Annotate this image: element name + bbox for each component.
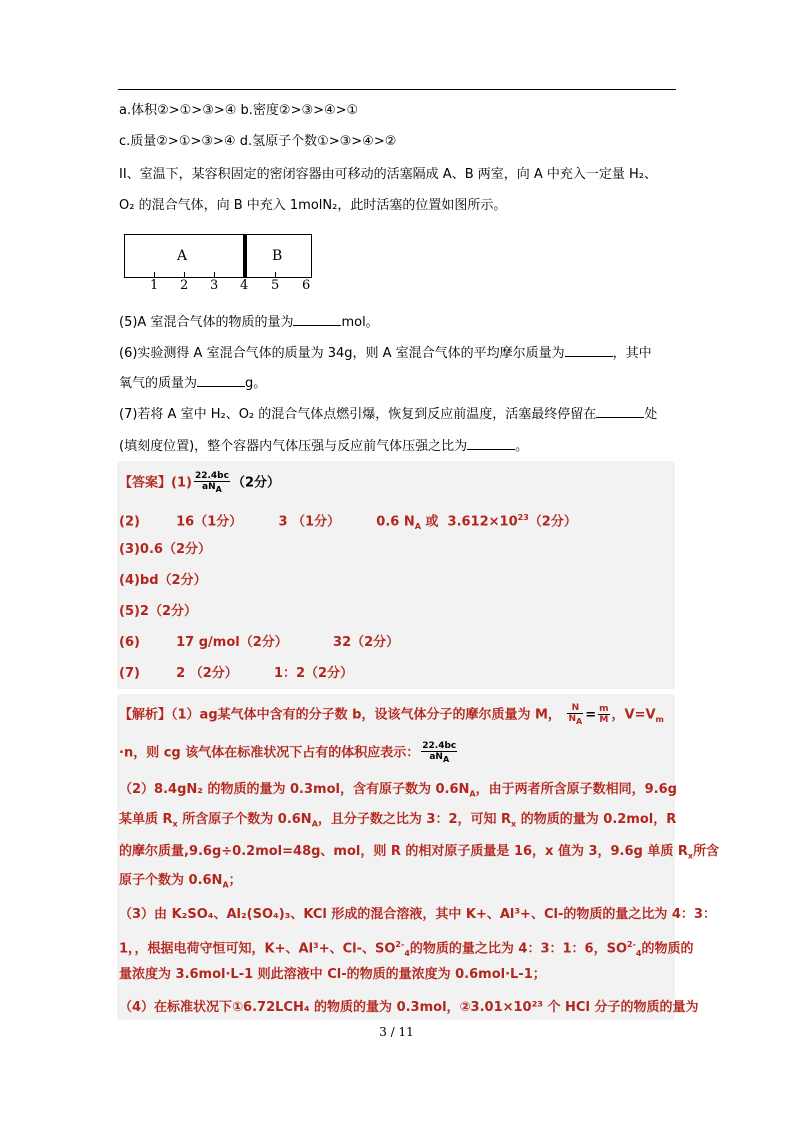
analysis-1: 【解析】（1）ag某气体中含有的分子数 b，设该气体分子的摩尔质量为 M， $\frac{N}{N_A}$ = $\frac{m}{M}$ ，$V=V_m$ [119, 703, 664, 726]
answer-1: 【答案】(1) $\frac{22.4bc}{aN_A}$ （2分） [119, 471, 280, 494]
room-a-label: A [177, 248, 188, 264]
header-rule [118, 89, 676, 90]
answer-blank [596, 405, 644, 418]
tick-label: 1 [150, 278, 159, 293]
analysis-1-cont: ·n，则 cg 该气体在标准状况下占有的体积应表示： $\frac{22.4bc}{aN_A}$ [119, 741, 457, 764]
question-7-cont: (填刻度位置)，整个容器内气体压强与反应前气体压强之比为 。 [119, 439, 529, 454]
analysis-4-l1: （4）在标准状况下①6.72LCH₄ 的物质的量为 0.3mol，②3.01×10²³ 个 HCl 分子的物质的量为 [119, 1000, 699, 1015]
analysis-2-l1: （2）8.4gN₂ 的物质的量为 0.3mol，含有原子数为 $0.6N_A$，由于两者所含原子数相同，9.6g [119, 782, 677, 799]
tick-label: 4 [240, 278, 249, 293]
part2-line-2: O₂ 的混合气体，向 B 中充入 1molN₂，此时活塞的位置如图所示。 [119, 198, 507, 213]
room-b-label: B [272, 248, 283, 264]
answer-blank [565, 344, 613, 357]
tick-label: 6 [302, 278, 311, 293]
answer-2: (2) 16（1分） 3 （1分） 0.6 $N_A$ 或 $3.612\times 10^{23}(2$分） [119, 513, 577, 531]
analysis-2-l2: 某单质 $R_x$ 所含原子个数为 $0.6N_A$，且分子数之比为 3：2，可知 $R_x$ 的物质的量为 0.2mol，R [119, 812, 677, 829]
answer-5: (5)2（2分） [119, 604, 198, 619]
tick-label: 5 [271, 278, 280, 293]
analysis-2-l4: 原子个数为 $0.6N_A$； [119, 873, 242, 890]
options-line-2: c.质量②>①>③>④ d.氢原子个数①>③>④>② [119, 134, 397, 149]
analysis-2-l3: 的摩尔质量,9.6g÷0.2mol=48g、mol，则 R 的相对原子质量是 16，x 值为 3，9.6g 单质 $R_x$所含 [119, 844, 720, 861]
question-5: (5)A 室混合气体的物质的量为 mol。 [119, 315, 379, 330]
answer-4: (4)bd（2分） [119, 573, 207, 588]
analysis-3-l1: （3）由 K₂SO₄、Al₂(SO₄)₃、KCl 形成的混合溶液，其中 K+、Al³+、Cl-的物质的量之比为 4：3： [119, 907, 716, 922]
analysis-3-l2: 1，，根据电荷守恒可知，K+、Al³+、Cl-、$SO^{2-}_4$的物质的量之比为 4：3：1：6，$SO^{2-}_4$的物质的 [119, 940, 694, 958]
piston [243, 234, 247, 278]
answer-blank [467, 437, 515, 450]
question-6-cont: 氧气的质量为 g。 [119, 376, 267, 391]
part2-line-1: II、室温下，某容积固定的密闭容器由可移动的活塞隔成 A、B 两室，向 A 中充入一定量 H₂、 [119, 167, 658, 182]
container-figure [124, 234, 312, 278]
page-number: 3 / 11 [379, 1025, 414, 1039]
answer-blank [293, 313, 341, 326]
analysis-3-l3: 量浓度为 3.6mol·L-1 则此溶液中 Cl-的物质的量浓度为 0.6mol·L-1； [119, 967, 546, 982]
answer-3: (3)0.6（2分） [119, 542, 212, 557]
options-line-1: a.体积②>①>③>④ b.密度②>③>④>① [119, 103, 359, 118]
question-6: (6)实验测得 A 室混合气体的质量为 34g，则 A 室混合气体的平均摩尔质量为 ，其中 [119, 346, 652, 361]
answer-blank [197, 374, 245, 387]
question-7: (7)若将 A 室中 H₂、O₂ 的混合气体点燃引爆，恢复到反应前温度，活塞最终停留在 处 [119, 407, 658, 422]
tick-label: 2 [180, 278, 189, 293]
answer-6: (6) 17 g/mol（2分） 32（2分） [119, 635, 400, 650]
answer-7: (7) 2 （2分） 1：2（2分） [119, 666, 354, 681]
tick-label: 3 [210, 278, 219, 293]
